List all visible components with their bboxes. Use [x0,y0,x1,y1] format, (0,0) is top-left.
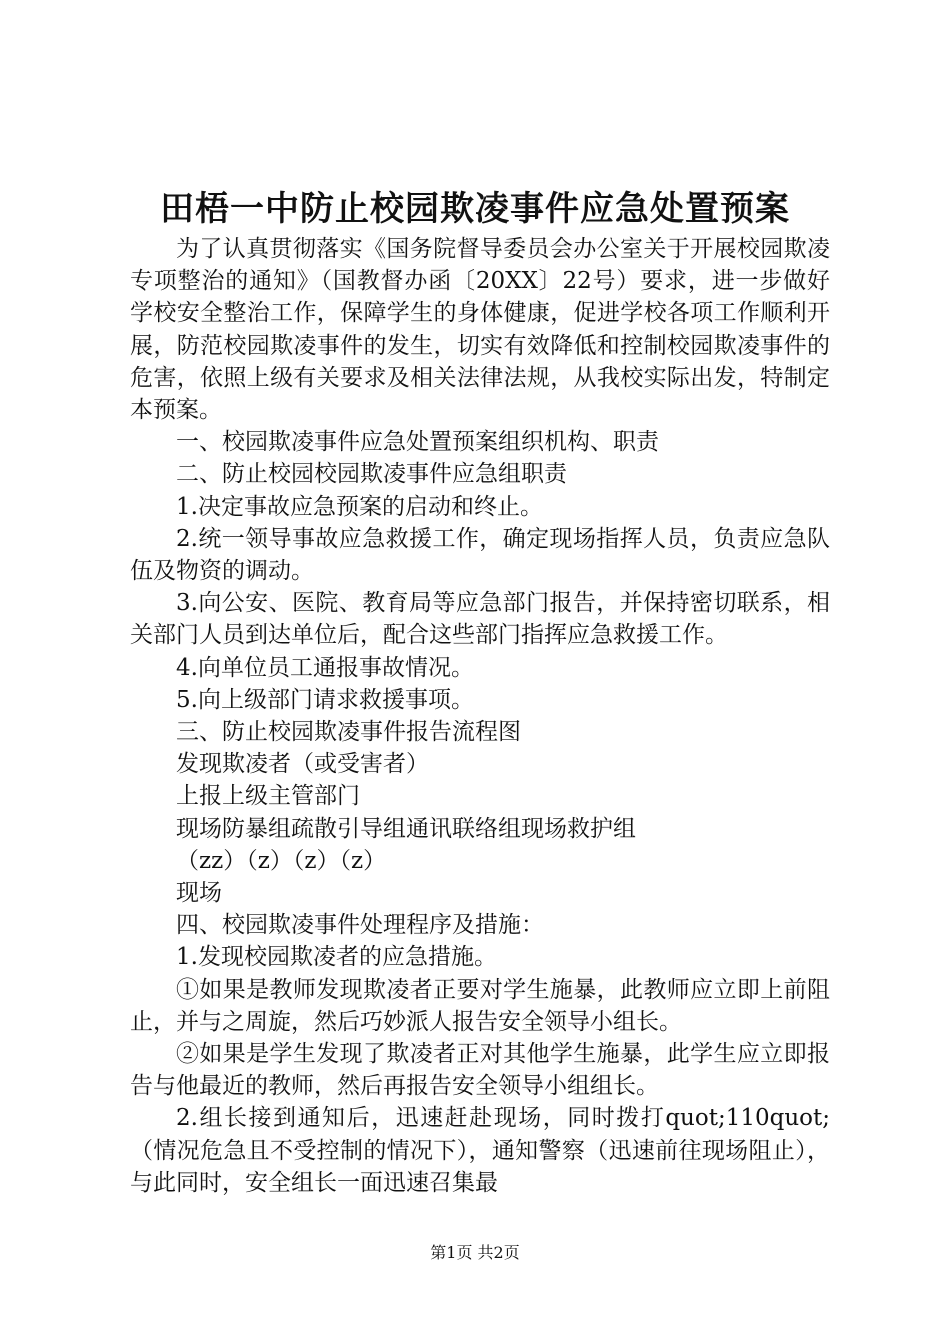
duty-item-4: 4.向单位员工通报事故情况。 [176,654,474,681]
flow-step-group-codes: （zz）（z）（z）（z） [176,847,387,874]
measure-teacher: ①如果是教师发现欺凌者正要对学生施暴，此教师应立即上前阻止，并与之周旋，然后巧妙派人报告安全领导小组长。 [130,976,830,1035]
duty-item-5: 5.向上级部门请求救援事项。 [176,686,474,713]
duty-item-2: 2.统一领导事故应急救援工作，确定现场指挥人员，负责应急队伍及物资的调动。 [130,525,830,585]
flow-step-site: 现场 [176,880,222,907]
document-body [130,233,830,1199]
page-footer: 第1页 共2页 [430,1243,520,1262]
section-heading-4: 四、校园欺凌事件处理程序及措施： [176,912,544,939]
section-heading-2: 二、防止校园校园欺凌事件应急组职责 [176,461,567,488]
flow-step-groups: 现场防暴组疏散引导组通讯联络组现场救护组 [176,815,636,842]
measure-item-1: 1.发现校园欺凌者的应急措施。 [176,944,497,971]
section-heading-1: 一、校园欺凌事件应急处置预案组织机构、职责 [176,429,659,456]
duty-item-1: 1.决定事故应急预案的启动和终止。 [176,493,543,520]
document-title: 田梧一中防止校园欺凌事件应急处置预案 [160,189,790,229]
measure-item-2: 2.组长接到通知后，迅速赶赴现场，同时拨打quot;110quot;（情况危急且不受控制的情况下），通知警察（迅速前往现场阻止），与此同时，安全组长一面迅速召集最 [130,1105,830,1196]
flow-step-discover: 发现欺凌者（或受害者） [176,751,429,778]
duty-item-3: 3.向公安、医院、教育局等应急部门报告，并保持密切联系，相关部门人员到达单位后，配合这些部门指挥应急救援工作。 [130,590,830,649]
section-heading-3: 三、防止校园欺凌事件报告流程图 [176,719,521,746]
measure-student: ②如果是学生发现了欺凌者正对其他学生施暴，此学生应立即报告与他最近的教师，然后再报告安全领导小组组长。 [130,1041,830,1100]
paragraph-intro: 为了认真贯彻落实《国务院督导委员会办公室关于开展校园欺凌专项整治的通知》（国教督办函〔20XX〕22号）要求，进一步做好学校安全整治工作，保障学生的身体健康，促进学校各项工作顺利开展，防范校园欺凌事件的发生，切实有效降低和控制校园欺凌事件的危害，依照上级有关要求及相关法律法规，从我校实际出发，特制定本预案。 [130,236,830,424]
flow-step-report: 上报上级主管部门 [176,783,360,810]
